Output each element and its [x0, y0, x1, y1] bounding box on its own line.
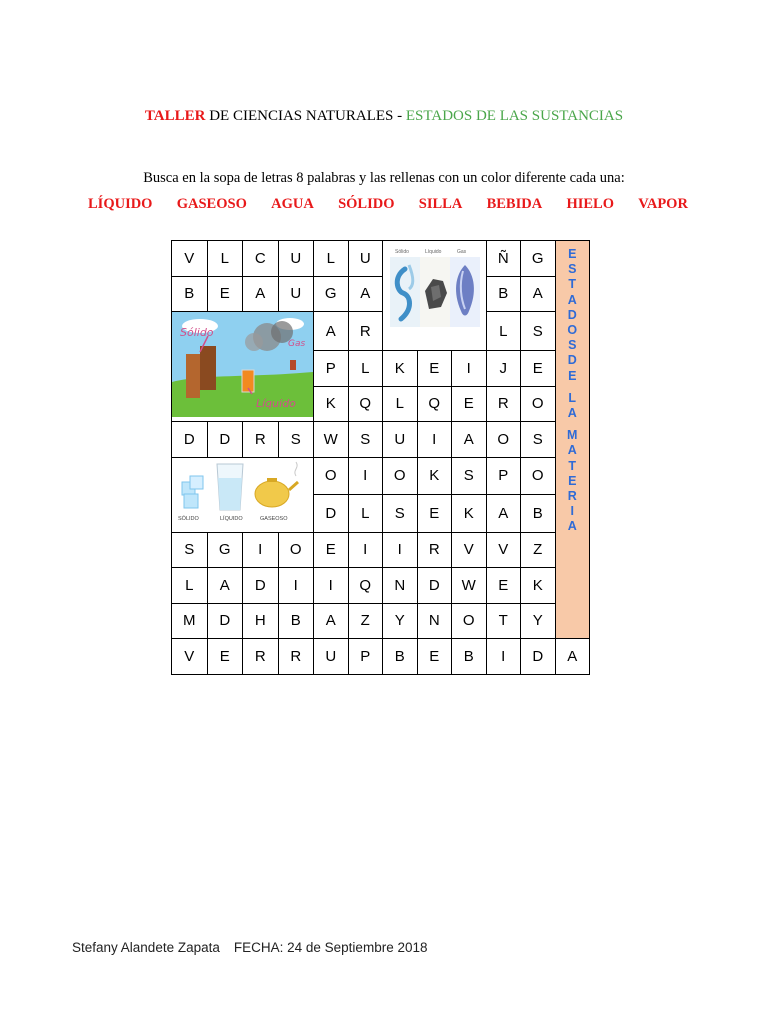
word-item: LÍQUIDO	[88, 196, 153, 212]
grid-cell[interactable]: E	[521, 351, 556, 387]
grid-cell[interactable]: K	[521, 568, 556, 604]
grid-cell[interactable]: G	[207, 532, 243, 568]
grid-row	[172, 312, 590, 351]
grid-cell[interactable]: A	[555, 639, 590, 675]
grid-cell[interactable]: A	[243, 276, 279, 312]
brick-icon	[200, 346, 216, 390]
grid-cell[interactable]: P	[348, 639, 383, 675]
grid-cell[interactable]: P	[486, 457, 521, 495]
ice-water-teapot-image	[172, 458, 313, 528]
grid-cell[interactable]: S	[452, 457, 487, 495]
grid-cell[interactable]: U	[348, 241, 383, 277]
grid-cell[interactable]: S	[521, 312, 556, 351]
grid-cell[interactable]: O	[383, 457, 418, 495]
vertical-letter: M	[567, 428, 578, 443]
grid-cell[interactable]: H	[243, 603, 279, 639]
author-name: Stefany Alandete Zapata	[72, 940, 220, 955]
word-item: BEBIDA	[486, 196, 543, 212]
grid-cell[interactable]: E	[417, 639, 452, 675]
grid-cell[interactable]: W	[452, 568, 487, 604]
grid-cell[interactable]: S	[348, 422, 383, 458]
grid-cell[interactable]: I	[243, 532, 279, 568]
grid-row	[172, 568, 590, 604]
grid-cell[interactable]: L	[348, 351, 383, 387]
grid-cell[interactable]: D	[207, 422, 243, 458]
grid-cell[interactable]: I	[348, 457, 383, 495]
grid-cell[interactable]: R	[348, 312, 383, 351]
grid-cell[interactable]: Ñ	[486, 241, 521, 277]
grid-cell[interactable]: L	[348, 495, 383, 533]
grid-cell[interactable]: I	[417, 422, 452, 458]
word-item: HIELO	[566, 196, 614, 212]
word-search-grid	[171, 240, 590, 675]
grid-cell[interactable]: Q	[348, 568, 383, 604]
grid-row	[172, 457, 590, 495]
tiny-label: Gas	[457, 249, 467, 255]
grid-cell[interactable]: A	[452, 422, 487, 458]
grid-cell[interactable]: L	[486, 312, 521, 351]
teapot-icon	[255, 481, 289, 507]
grid-cell[interactable]: I	[314, 568, 349, 604]
vertical-letter: E	[568, 368, 577, 383]
grid-cell[interactable]: B	[521, 495, 556, 533]
small-label-solid: SÓLIDO	[178, 515, 199, 522]
grid-cell[interactable]: A	[314, 603, 349, 639]
grid-cell[interactable]: I	[486, 639, 521, 675]
states-icons-image	[383, 241, 487, 351]
grid-cell[interactable]: Q	[348, 386, 383, 422]
grid-cell[interactable]: V	[172, 639, 208, 675]
page-title	[0, 108, 768, 125]
vertical-title	[556, 247, 590, 535]
grid-cell[interactable]: B	[486, 276, 521, 312]
vertical-letter: E	[568, 473, 577, 488]
grid-cell[interactable]: J	[486, 351, 521, 387]
smoke-cloud-icon	[245, 333, 263, 351]
grid-cell[interactable]: N	[383, 568, 418, 604]
vertical-letter: S	[568, 262, 577, 277]
grid-cell[interactable]: B	[383, 639, 418, 675]
grid-cell[interactable]: L	[383, 386, 418, 422]
grid-cell[interactable]: T	[486, 603, 521, 639]
vertical-letter: E	[568, 247, 577, 261]
grid-cell[interactable]: V	[486, 532, 521, 568]
brick-left-icon	[186, 354, 200, 398]
tiny-label: Líquido	[425, 249, 442, 255]
grid-cell[interactable]: P	[314, 351, 349, 387]
grid-cell[interactable]: I	[452, 351, 487, 387]
vertical-letter: A	[567, 443, 577, 458]
word-item: GASEOSO	[176, 196, 247, 212]
tiny-label: Sólido	[395, 249, 410, 255]
grid-cell[interactable]: Z	[348, 603, 383, 639]
grid-cell[interactable]: A	[207, 568, 243, 604]
title-taller: TALLER	[144, 108, 206, 124]
grid-row	[172, 241, 590, 277]
objects-image	[172, 457, 314, 532]
scene-label-liquid: Líquido	[256, 397, 296, 410]
scene-label-gas: Gas	[288, 339, 306, 349]
grid-cell[interactable]: S	[172, 532, 208, 568]
grid-cell[interactable]: E	[417, 495, 452, 533]
grid-cell[interactable]: O	[314, 457, 349, 495]
grid-cell[interactable]: R	[243, 422, 279, 458]
vertical-letter: T	[568, 458, 577, 473]
solid-liquid-gas-scene	[172, 312, 313, 417]
word-item: AGUA	[271, 196, 314, 212]
vertical-letter: R	[567, 489, 577, 504]
grid-cell[interactable]: A	[521, 276, 556, 312]
word-item: VAPOR	[638, 196, 688, 212]
grid-row	[172, 639, 590, 675]
grid-cell[interactable]: N	[417, 603, 452, 639]
vertical-letter: A	[567, 519, 577, 534]
grid-row	[172, 422, 590, 458]
grid-cell[interactable]: D	[207, 603, 243, 639]
grid-cell[interactable]: K	[383, 351, 418, 387]
vertical-title-cell	[555, 241, 590, 639]
grid-cell[interactable]: O	[521, 386, 556, 422]
grid-cell[interactable]: O	[486, 422, 521, 458]
grid-cell[interactable]: I	[278, 568, 314, 604]
grid-cell[interactable]: S	[278, 422, 314, 458]
grid-cell[interactable]: O	[278, 532, 314, 568]
grid-cell[interactable]: I	[348, 532, 383, 568]
small-label-gas: GASEOSO	[260, 515, 288, 522]
grid-cell[interactable]: E	[486, 568, 521, 604]
grid-cell[interactable]: D	[417, 568, 452, 604]
water-fill-icon	[218, 478, 242, 510]
vertical-letter: O	[567, 323, 578, 338]
grid-cell[interactable]: Y	[521, 603, 556, 639]
grid-cell[interactable]: D	[172, 422, 208, 458]
grid-cell[interactable]: D	[521, 639, 556, 675]
grid-cell[interactable]: B	[172, 276, 208, 312]
grid-row	[172, 532, 590, 568]
grid-cell[interactable]: E	[207, 639, 243, 675]
grid-cell[interactable]: O	[452, 603, 487, 639]
vertical-letter: T	[568, 277, 577, 292]
states-of-matter-icons	[383, 241, 485, 346]
footer	[72, 940, 427, 955]
grid-cell[interactable]: E	[207, 276, 243, 312]
grid-cell[interactable]: B	[278, 603, 314, 639]
grid-row	[172, 603, 590, 639]
grid-cell[interactable]: R	[486, 386, 521, 422]
grid-cell[interactable]: G	[314, 276, 349, 312]
instructions: Busca en la sopa de letras 8 palabras y las rellenas con un color diferente cada una:	[143, 170, 625, 186]
grid-row	[172, 276, 590, 312]
grid-cell[interactable]: D	[314, 495, 349, 533]
grid-cell[interactable]: V	[172, 241, 208, 277]
scene-label-solid: Sólido	[180, 326, 214, 339]
grid-cell[interactable]: O	[521, 457, 556, 495]
grid-cell[interactable]: E	[314, 532, 349, 568]
vertical-letter: D	[567, 307, 577, 322]
grid-cell[interactable]: Y	[383, 603, 418, 639]
vertical-letter: I	[570, 504, 574, 519]
vertical-letter: D	[567, 353, 577, 368]
grid-cell[interactable]: U	[383, 422, 418, 458]
grid-cell[interactable]: R	[278, 639, 314, 675]
chimney-icon	[290, 360, 296, 370]
grid-cell[interactable]: K	[314, 386, 349, 422]
grid-cell[interactable]: A	[348, 276, 383, 312]
word-list	[88, 196, 688, 213]
title-middle: DE CIENCIAS NATURALES -	[205, 108, 406, 124]
vertical-letter: S	[568, 338, 577, 353]
grid-cell[interactable]: A	[486, 495, 521, 533]
grid-cell[interactable]: R	[243, 639, 279, 675]
grid-cell[interactable]: D	[243, 568, 279, 604]
grid-cell[interactable]: L	[172, 568, 208, 604]
scene-image	[172, 312, 314, 422]
grid-cell[interactable]: K	[452, 495, 487, 533]
grid-cell[interactable]: K	[417, 457, 452, 495]
grid-cell[interactable]: A	[314, 312, 349, 351]
word-item: SILLA	[418, 196, 463, 212]
grid-cell[interactable]: L	[314, 241, 349, 277]
grid-cell[interactable]: U	[278, 276, 314, 312]
vertical-letter: A	[567, 292, 577, 307]
grid-cell[interactable]: W	[314, 422, 349, 458]
vertical-letter: L	[568, 390, 577, 405]
grid-cell[interactable]: Q	[417, 386, 452, 422]
word-item: SÓLIDO	[338, 196, 395, 212]
grid-cell[interactable]: L	[207, 241, 243, 277]
vertical-letter: A	[567, 406, 577, 421]
grid-cell[interactable]: S	[521, 422, 556, 458]
ice-cube-icon	[190, 476, 203, 489]
grid-cell[interactable]: E	[452, 386, 487, 422]
grid-cell[interactable]: B	[452, 639, 487, 675]
title-subject: ESTADOS DE LAS SUSTANCIAS	[405, 108, 624, 124]
small-label-liquid: LÍQUIDO	[220, 515, 243, 522]
grid-cell[interactable]: E	[417, 351, 452, 387]
grid-cell[interactable]: V	[452, 532, 487, 568]
grid-cell[interactable]: S	[383, 495, 418, 533]
grid-cell[interactable]: C	[243, 241, 279, 277]
grid-cell[interactable]: G	[521, 241, 556, 277]
teapot-lid-icon	[267, 478, 277, 482]
grid-cell[interactable]: Z	[521, 532, 556, 568]
grid-cell[interactable]: I	[383, 532, 418, 568]
grid-cell[interactable]: R	[417, 532, 452, 568]
footer-date: FECHA: 24 de Septiembre 2018	[233, 940, 428, 955]
grid-cell[interactable]: M	[172, 603, 208, 639]
grid-cell[interactable]: U	[278, 241, 314, 277]
grid-cell[interactable]: U	[314, 639, 349, 675]
ice-cube-icon	[184, 494, 198, 508]
